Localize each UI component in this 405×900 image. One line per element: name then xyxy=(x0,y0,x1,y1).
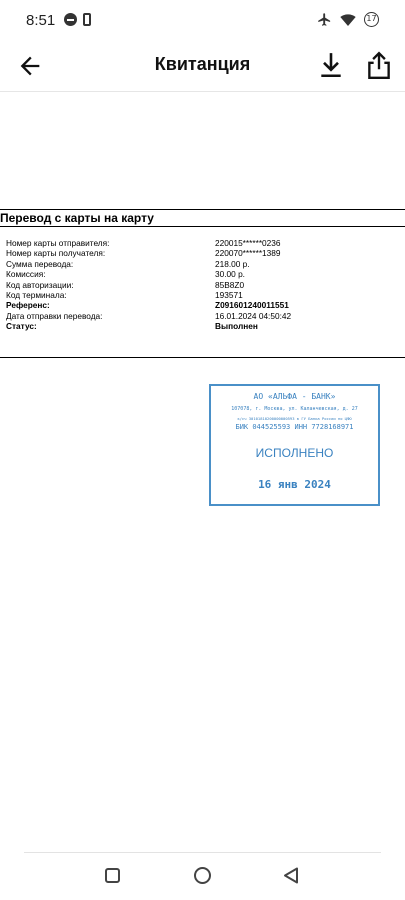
do-not-disturb-icon xyxy=(64,13,77,26)
stamp-account: к/сч 30101810200000000593 в ГУ Банка России по ЦФО xyxy=(237,416,352,421)
airplane-icon xyxy=(317,12,332,27)
detail-value: 16.01.2024 04:50:42 xyxy=(215,310,292,321)
detail-value: Z091601240011551 xyxy=(215,300,289,311)
detail-value: 30.00 р. xyxy=(215,269,245,280)
wifi-icon xyxy=(340,13,356,27)
detail-value: Выполнен xyxy=(215,321,258,332)
stamp-date: 16 янв 2024 xyxy=(258,478,331,491)
detail-row xyxy=(6,290,401,300)
recents-icon[interactable] xyxy=(105,868,120,883)
detail-label: Номер карты отправителя: xyxy=(6,238,110,248)
download-icon[interactable] xyxy=(318,51,344,79)
detail-label: Номер карты получателя: xyxy=(6,248,106,259)
share-icon[interactable] xyxy=(366,50,392,80)
detail-value: 220070******1389 xyxy=(215,248,281,259)
detail-row xyxy=(6,280,401,290)
detail-row xyxy=(6,269,401,279)
status-bar xyxy=(0,0,405,44)
status-left-icons xyxy=(64,13,91,26)
status-time: 8:51 xyxy=(26,12,56,29)
receipt-document xyxy=(0,92,405,852)
status-right-icons xyxy=(317,12,379,27)
vibrate-icon xyxy=(83,13,91,26)
detail-row xyxy=(6,238,401,248)
title-rule xyxy=(0,226,405,227)
bank-stamp xyxy=(209,384,380,506)
receipt-title: Перевод с карты на карту xyxy=(0,211,154,225)
app-bar xyxy=(0,44,405,92)
detail-row xyxy=(6,248,401,258)
receipt-details xyxy=(6,238,401,332)
detail-label: Код терминала: xyxy=(6,289,67,300)
detail-row xyxy=(6,311,401,321)
detail-label: Дата отправки перевода: xyxy=(6,310,103,321)
detail-label: Статус: xyxy=(6,321,37,332)
detail-label: Код авторизации: xyxy=(6,279,74,290)
stamp-address: 107078, г. Москва, ул. Каланчевская, д. 27 xyxy=(231,406,358,412)
stamp-bank-name: АО «АЛЬФА - БАНК» xyxy=(253,392,336,401)
detail-label: Комиссия: xyxy=(6,269,46,280)
page-title: Квитанция xyxy=(154,54,251,74)
detail-row xyxy=(6,321,401,331)
stamp-bik-inn: БИК 044525593 ИНН 7728168971 xyxy=(235,423,354,431)
detail-value: 193571 xyxy=(215,289,243,300)
detail-label: Сумма перевода: xyxy=(6,258,74,269)
detail-row xyxy=(6,259,401,269)
detail-value: 218.00 р. xyxy=(215,258,250,269)
detail-value: 220015******0236 xyxy=(215,238,281,248)
notification-count-badge: 17 xyxy=(364,12,379,27)
home-icon[interactable] xyxy=(194,867,211,884)
detail-label: Референс: xyxy=(6,300,50,311)
stamp-status: ИСПОЛНЕНО xyxy=(255,446,334,460)
system-nav-bar xyxy=(0,853,405,900)
back-icon[interactable] xyxy=(283,867,299,884)
bottom-rule xyxy=(0,357,405,358)
detail-row xyxy=(6,300,401,310)
detail-value: 85B8Z0 xyxy=(215,279,245,290)
top-rule xyxy=(0,209,405,210)
